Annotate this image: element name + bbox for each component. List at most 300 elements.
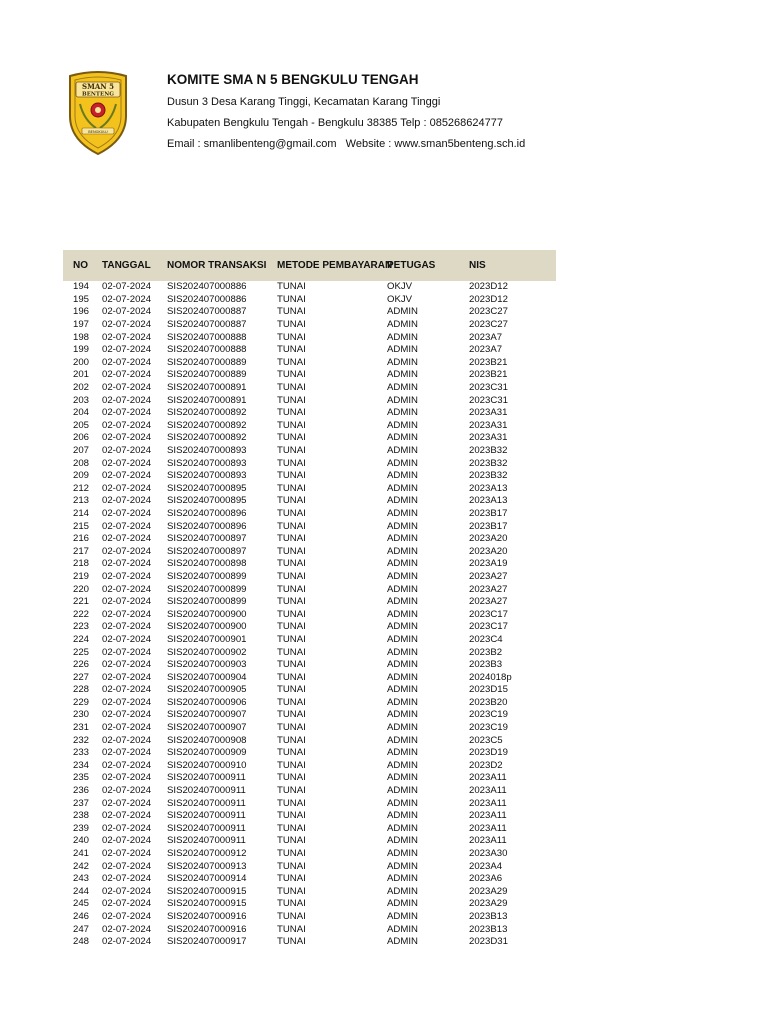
cell-nis: 2023A19 (469, 558, 508, 570)
cell-nis: 2023B13 (469, 923, 508, 935)
cell-officer: ADMIN (387, 860, 418, 872)
cell-officer: ADMIN (387, 344, 418, 356)
cell-nis: 2023A31 (469, 407, 508, 419)
table-row (63, 382, 556, 395)
cell-nis: 2023A7 (469, 331, 503, 343)
cell-officer: ADMIN (387, 608, 418, 620)
cell-nis: 2023D19 (469, 747, 508, 759)
cell-method: TUNAI (277, 382, 306, 394)
cell-officer: ADMIN (387, 898, 418, 910)
cell-officer: ADMIN (387, 923, 418, 935)
cell-method: TUNAI (277, 482, 306, 494)
cell-no: 218 (72, 558, 89, 570)
cell-transaction: SIS202407000911 (167, 785, 246, 797)
cell-transaction: SIS202407000886 (167, 293, 247, 305)
cell-method: TUNAI (277, 570, 306, 582)
cell-date: 02-07-2024 (102, 910, 152, 922)
table-row (63, 898, 556, 911)
cell-officer: ADMIN (387, 583, 418, 595)
table-row (63, 659, 556, 672)
cell-no: 224 (72, 633, 89, 645)
cell-date: 02-07-2024 (102, 344, 152, 356)
cell-no: 220 (72, 583, 89, 595)
cell-no: 217 (72, 545, 89, 557)
cell-no: 222 (72, 608, 89, 620)
cell-method: TUNAI (277, 545, 306, 557)
cell-date: 02-07-2024 (102, 822, 152, 834)
cell-nis: 2023A4 (469, 860, 503, 872)
cell-method: TUNAI (277, 696, 306, 708)
table-row (63, 760, 556, 773)
cell-officer: ADMIN (387, 873, 418, 885)
cell-method: TUNAI (277, 369, 306, 381)
transactions-table (63, 250, 556, 948)
cell-nis: 2023B17 (469, 507, 508, 519)
cell-nis: 2023C5 (469, 734, 503, 746)
cell-nis: 2023D12 (469, 281, 508, 293)
table-row (63, 281, 556, 294)
cell-transaction: SIS202407000906 (167, 696, 247, 708)
cell-officer: ADMIN (387, 356, 418, 368)
table-header (63, 250, 556, 281)
cell-date: 02-07-2024 (102, 873, 152, 885)
logo-text-2: BENTENG (82, 91, 114, 98)
table-row (63, 508, 556, 521)
cell-method: TUNAI (277, 356, 306, 368)
cell-transaction: SIS202407000910 (167, 759, 247, 771)
cell-no: 209 (72, 470, 89, 482)
cell-method: TUNAI (277, 407, 306, 419)
cell-officer: ADMIN (387, 722, 418, 734)
cell-nis: 2023D15 (469, 684, 508, 696)
table-row (63, 835, 556, 848)
cell-no: 196 (72, 306, 89, 318)
cell-date: 02-07-2024 (102, 759, 152, 771)
cell-nis: 2023B21 (469, 356, 508, 368)
cell-officer: ADMIN (387, 633, 418, 645)
cell-officer: ADMIN (387, 734, 418, 746)
address-line-1: Dusun 3 Desa Karang Tinggi, Kecamatan Karang Tinggi (167, 96, 441, 108)
logo-text-3: BENGKULU (88, 129, 108, 134)
cell-transaction: SIS202407000908 (167, 734, 247, 746)
table-row (63, 432, 556, 445)
cell-no: 195 (72, 293, 89, 305)
cell-no: 204 (72, 407, 89, 419)
cell-date: 02-07-2024 (102, 570, 152, 582)
cell-date: 02-07-2024 (102, 659, 152, 671)
cell-no: 244 (72, 885, 89, 897)
cell-nis: 2023B13 (469, 910, 508, 922)
cell-transaction: SIS202407000887 (167, 306, 247, 318)
cell-date: 02-07-2024 (102, 495, 152, 507)
cell-transaction: SIS202407000892 (167, 432, 247, 444)
table-row (63, 873, 556, 886)
cell-method: TUNAI (277, 621, 306, 633)
cell-officer: ADMIN (387, 382, 418, 394)
table-row (63, 457, 556, 470)
cell-officer: ADMIN (387, 533, 418, 545)
table-row (63, 860, 556, 873)
cell-date: 02-07-2024 (102, 520, 152, 532)
cell-officer: ADMIN (387, 457, 418, 469)
cell-transaction: SIS202407000891 (167, 382, 247, 394)
table-row (63, 407, 556, 420)
column-header-method: METODE PEMBAYARAN (277, 260, 393, 271)
cell-method: TUNAI (277, 457, 306, 469)
cell-no: 199 (72, 344, 89, 356)
organization-name: KOMITE SMA N 5 BENGKULU TENGAH (167, 72, 419, 87)
school-logo (66, 70, 130, 156)
table-body (63, 281, 556, 948)
cell-nis: 2023C17 (469, 621, 508, 633)
cell-officer: ADMIN (387, 369, 418, 381)
cell-date: 02-07-2024 (102, 722, 152, 734)
cell-transaction: SIS202407000893 (167, 445, 247, 457)
cell-no: 201 (72, 369, 89, 381)
cell-no: 241 (72, 848, 89, 860)
cell-nis: 2023B20 (469, 696, 508, 708)
cell-nis: 2023A6 (469, 873, 503, 885)
cell-no: 240 (72, 835, 89, 847)
cell-method: TUNAI (277, 835, 306, 847)
cell-transaction: SIS202407000888 (167, 331, 247, 343)
table-row (63, 445, 556, 458)
cell-nis: 2023A13 (469, 495, 508, 507)
cell-no: 208 (72, 457, 89, 469)
cell-method: TUNAI (277, 583, 306, 595)
cell-date: 02-07-2024 (102, 860, 152, 872)
table-row (63, 608, 556, 621)
column-header-officer: PETUGAS (387, 260, 436, 271)
table-row (63, 810, 556, 823)
cell-transaction: SIS202407000907 (167, 722, 247, 734)
cell-transaction: SIS202407000913 (167, 860, 247, 872)
cell-nis: 2023A27 (469, 596, 508, 608)
cell-no: 237 (72, 797, 89, 809)
cell-officer: ADMIN (387, 936, 418, 948)
cell-nis: 2023A11 (469, 822, 507, 834)
cell-officer: ADMIN (387, 684, 418, 696)
cell-date: 02-07-2024 (102, 293, 152, 305)
table-row (63, 596, 556, 609)
cell-method: TUNAI (277, 596, 306, 608)
cell-transaction: SIS202407000892 (167, 419, 247, 431)
cell-no: 203 (72, 394, 89, 406)
cell-date: 02-07-2024 (102, 331, 152, 343)
cell-transaction: SIS202407000914 (167, 873, 247, 885)
cell-method: TUNAI (277, 709, 306, 721)
cell-nis: 2023B17 (469, 520, 508, 532)
cell-method: TUNAI (277, 684, 306, 696)
cell-transaction: SIS202407000909 (167, 747, 247, 759)
table-row (63, 734, 556, 747)
cell-date: 02-07-2024 (102, 608, 152, 620)
cell-no: 243 (72, 873, 89, 885)
table-row (63, 394, 556, 407)
cell-nis: 2023A11 (469, 797, 507, 809)
cell-transaction: SIS202407000898 (167, 558, 247, 570)
cell-nis: 2023D2 (469, 759, 503, 771)
cell-date: 02-07-2024 (102, 394, 152, 406)
cell-no: 207 (72, 445, 89, 457)
cell-officer: ADMIN (387, 331, 418, 343)
table-row (63, 583, 556, 596)
cell-officer: ADMIN (387, 759, 418, 771)
cell-nis: 2023B2 (469, 646, 503, 658)
cell-date: 02-07-2024 (102, 936, 152, 948)
cell-no: 242 (72, 860, 89, 872)
cell-method: TUNAI (277, 281, 306, 293)
cell-nis: 2023A20 (469, 533, 508, 545)
table-row (63, 306, 556, 319)
cell-no: 239 (72, 822, 89, 834)
cell-transaction: SIS202407000911 (167, 822, 246, 834)
cell-nis: 2024018p (469, 671, 512, 683)
cell-no: 236 (72, 785, 89, 797)
cell-no: 212 (72, 482, 89, 494)
cell-nis: 2023C17 (469, 608, 508, 620)
cell-no: 228 (72, 684, 89, 696)
table-row (63, 520, 556, 533)
cell-no: 247 (72, 923, 89, 935)
cell-transaction: SIS202407000899 (167, 583, 247, 595)
table-row (63, 495, 556, 508)
cell-nis: 2023C31 (469, 382, 508, 394)
cell-method: TUNAI (277, 633, 306, 645)
cell-date: 02-07-2024 (102, 835, 152, 847)
table-row (63, 886, 556, 899)
cell-method: TUNAI (277, 520, 306, 532)
cell-method: TUNAI (277, 608, 306, 620)
table-row (63, 420, 556, 433)
cell-nis: 2023A13 (469, 482, 508, 494)
cell-method: TUNAI (277, 722, 306, 734)
cell-date: 02-07-2024 (102, 810, 152, 822)
cell-method: TUNAI (277, 419, 306, 431)
cell-method: TUNAI (277, 734, 306, 746)
cell-nis: 2023C31 (469, 394, 508, 406)
cell-nis: 2023C4 (469, 633, 503, 645)
table-row (63, 483, 556, 496)
cell-transaction: SIS202407000889 (167, 356, 247, 368)
table-row (63, 671, 556, 684)
cell-nis: 2023C19 (469, 709, 508, 721)
table-row (63, 772, 556, 785)
cell-nis: 2023A11 (469, 772, 507, 784)
cell-transaction: SIS202407000886 (167, 281, 247, 293)
cell-method: TUNAI (277, 659, 306, 671)
cell-nis: 2023A20 (469, 545, 508, 557)
cell-transaction: SIS202407000903 (167, 659, 247, 671)
cell-method: TUNAI (277, 344, 306, 356)
cell-transaction: SIS202407000901 (167, 633, 247, 645)
logo-text-1: SMAN 5 (82, 82, 114, 91)
cell-officer: OKJV (387, 281, 413, 293)
cell-officer: ADMIN (387, 910, 418, 922)
cell-method: TUNAI (277, 432, 306, 444)
cell-officer: ADMIN (387, 785, 418, 797)
cell-officer: OKJV (387, 293, 413, 305)
cell-transaction: SIS202407000915 (167, 898, 247, 910)
table-row (63, 722, 556, 735)
table-row (63, 533, 556, 546)
cell-transaction: SIS202407000916 (167, 923, 247, 935)
cell-no: 233 (72, 747, 89, 759)
cell-date: 02-07-2024 (102, 684, 152, 696)
cell-transaction: SIS202407000887 (167, 319, 247, 331)
cell-date: 02-07-2024 (102, 785, 152, 797)
cell-nis: 2023A27 (469, 570, 508, 582)
cell-nis: 2023A27 (469, 583, 508, 595)
cell-date: 02-07-2024 (102, 356, 152, 368)
table-row (63, 294, 556, 307)
cell-no: 234 (72, 759, 89, 771)
cell-no: 213 (72, 495, 89, 507)
table-row (63, 357, 556, 370)
cell-nis: 2023B21 (469, 369, 508, 381)
cell-date: 02-07-2024 (102, 885, 152, 897)
cell-method: TUNAI (277, 646, 306, 658)
table-row (63, 621, 556, 634)
cell-nis: 2023A7 (469, 344, 503, 356)
cell-transaction: SIS202407000895 (167, 482, 247, 494)
cell-method: TUNAI (277, 848, 306, 860)
cell-transaction: SIS202407000897 (167, 533, 247, 545)
table-row (63, 911, 556, 924)
cell-date: 02-07-2024 (102, 797, 152, 809)
cell-transaction: SIS202407000905 (167, 684, 247, 696)
cell-date: 02-07-2024 (102, 445, 152, 457)
cell-nis: 2023B32 (469, 470, 508, 482)
cell-date: 02-07-2024 (102, 507, 152, 519)
cell-officer: ADMIN (387, 671, 418, 683)
cell-method: TUNAI (277, 772, 306, 784)
cell-officer: ADMIN (387, 848, 418, 860)
cell-officer: ADMIN (387, 520, 418, 532)
cell-date: 02-07-2024 (102, 545, 152, 557)
cell-method: TUNAI (277, 747, 306, 759)
cell-method: TUNAI (277, 306, 306, 318)
cell-no: 206 (72, 432, 89, 444)
cell-nis: 2023A29 (469, 885, 508, 897)
cell-no: 194 (72, 281, 89, 293)
cell-method: TUNAI (277, 558, 306, 570)
cell-officer: ADMIN (387, 696, 418, 708)
cell-officer: ADMIN (387, 747, 418, 759)
cell-no: 248 (72, 936, 89, 948)
cell-transaction: SIS202407000896 (167, 520, 247, 532)
cell-date: 02-07-2024 (102, 747, 152, 759)
table-row (63, 697, 556, 710)
cell-officer: ADMIN (387, 772, 418, 784)
cell-date: 02-07-2024 (102, 671, 152, 683)
cell-method: TUNAI (277, 923, 306, 935)
cell-transaction: SIS202407000899 (167, 596, 247, 608)
cell-no: 219 (72, 570, 89, 582)
cell-no: 226 (72, 659, 89, 671)
cell-transaction: SIS202407000893 (167, 457, 247, 469)
cell-transaction: SIS202407000891 (167, 394, 247, 406)
table-row (63, 571, 556, 584)
cell-transaction: SIS202407000900 (167, 608, 247, 620)
cell-date: 02-07-2024 (102, 898, 152, 910)
table-row (63, 545, 556, 558)
cell-date: 02-07-2024 (102, 369, 152, 381)
table-row (63, 785, 556, 798)
cell-officer: ADMIN (387, 319, 418, 331)
cell-no: 235 (72, 772, 89, 784)
cell-officer: ADMIN (387, 445, 418, 457)
cell-officer: ADMIN (387, 394, 418, 406)
cell-method: TUNAI (277, 898, 306, 910)
cell-transaction: SIS202407000888 (167, 344, 247, 356)
cell-no: 229 (72, 696, 89, 708)
table-row (63, 709, 556, 722)
cell-no: 200 (72, 356, 89, 368)
cell-no: 202 (72, 382, 89, 394)
table-row (63, 331, 556, 344)
cell-officer: ADMIN (387, 507, 418, 519)
table-row (63, 646, 556, 659)
address-line-2: Kabupaten Bengkulu Tengah - Bengkulu 38385 Telp : 085268624777 (167, 117, 503, 129)
cell-transaction: SIS202407000917 (167, 936, 247, 948)
cell-nis: 2023C27 (469, 306, 508, 318)
cell-nis: 2023B3 (469, 659, 503, 671)
cell-transaction: SIS202407000895 (167, 495, 247, 507)
cell-method: TUNAI (277, 507, 306, 519)
cell-date: 02-07-2024 (102, 470, 152, 482)
table-row (63, 747, 556, 760)
cell-nis: 2023A31 (469, 419, 508, 431)
cell-officer: ADMIN (387, 835, 418, 847)
cell-transaction: SIS202407000911 (167, 772, 246, 784)
cell-no: 215 (72, 520, 89, 532)
cell-officer: ADMIN (387, 621, 418, 633)
cell-date: 02-07-2024 (102, 281, 152, 293)
cell-nis: 2023A11 (469, 810, 507, 822)
cell-date: 02-07-2024 (102, 533, 152, 545)
table-row (63, 848, 556, 861)
table-row (63, 470, 556, 483)
cell-date: 02-07-2024 (102, 419, 152, 431)
cell-method: TUNAI (277, 470, 306, 482)
contact-line: Email : smanlibenteng@gmail.com Website : www.sman5benteng.sch.id (167, 138, 526, 150)
cell-officer: ADMIN (387, 797, 418, 809)
cell-officer: ADMIN (387, 709, 418, 721)
cell-no: 246 (72, 910, 89, 922)
cell-officer: ADMIN (387, 810, 418, 822)
organization-info (167, 72, 525, 151)
cell-method: TUNAI (277, 394, 306, 406)
cell-nis: 2023A30 (469, 848, 508, 860)
table-row (63, 558, 556, 571)
cell-date: 02-07-2024 (102, 734, 152, 746)
cell-date: 02-07-2024 (102, 848, 152, 860)
cell-method: TUNAI (277, 533, 306, 545)
cell-nis: 2023D31 (469, 936, 508, 948)
cell-transaction: SIS202407000911 (167, 797, 246, 809)
cell-officer: ADMIN (387, 495, 418, 507)
cell-nis: 2023C19 (469, 722, 508, 734)
cell-date: 02-07-2024 (102, 923, 152, 935)
cell-date: 02-07-2024 (102, 621, 152, 633)
cell-date: 02-07-2024 (102, 772, 152, 784)
table-row (63, 344, 556, 357)
cell-date: 02-07-2024 (102, 306, 152, 318)
cell-officer: ADMIN (387, 470, 418, 482)
cell-no: 197 (72, 319, 89, 331)
cell-transaction: SIS202407000904 (167, 671, 247, 683)
